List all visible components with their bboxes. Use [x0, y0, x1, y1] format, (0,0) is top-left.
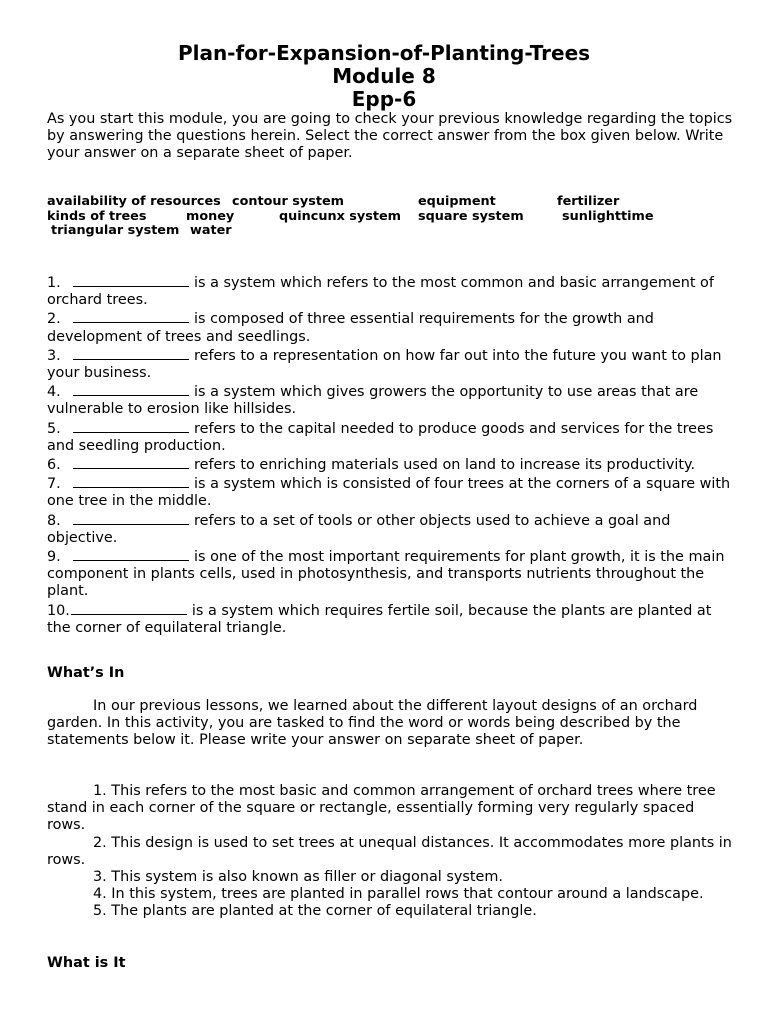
choice-item: square system [418, 208, 524, 224]
title-module: Module 8 [332, 64, 436, 88]
question-text: is a system which is consisted of four trees at the corners of a square with one tree in the middle. [47, 476, 731, 510]
question-item [47, 474, 737, 510]
answer-blank [73, 309, 189, 323]
answer-blank [71, 601, 187, 615]
choice-item: sunlighttime [562, 208, 654, 224]
answer-blank [73, 273, 189, 287]
question-number: 9. [47, 549, 61, 566]
title-block [0, 42, 768, 111]
question-number: 1. [47, 275, 61, 291]
question-text: is a system which requires fertile soil, because the plants are planted at the corner of equilateral triangle. [47, 602, 712, 636]
question-item [47, 382, 737, 418]
whats-in-paragraph: In our previous lessons, we learned about the different layout designs of an orchard garden. In this activity, you are tasked to find the word or words being described by the statements below it. Please write your answer on separate sheet of paper. [47, 698, 698, 749]
choice-item: availability of resources [47, 194, 221, 209]
question-text: refers to the capital needed to produce goods and services for the trees and seedling production. [47, 420, 714, 454]
question-text: refers to a set of tools or other objects used to achieve a goal and objective. [47, 512, 671, 546]
question-item [47, 273, 737, 309]
answer-blank [73, 547, 189, 561]
choice-item: money [186, 208, 235, 224]
choice-item: kinds of trees [47, 208, 147, 224]
question-number: 4. [47, 384, 61, 401]
question-text: refers to enriching materials used on land to increase its productivity. [194, 457, 696, 474]
question-list [47, 273, 737, 637]
answer-blank [73, 455, 189, 469]
question-number: 5. [47, 420, 61, 437]
whats-in-items [47, 783, 737, 921]
question-number: 7. [47, 476, 61, 493]
choice-item: water [190, 223, 232, 238]
question-number: 8. [47, 512, 61, 529]
choice-item: equipment [418, 194, 496, 209]
answer-blank [73, 419, 189, 433]
intro-paragraph: As you start this module, you are going to check your previous knowledge regarding the topics by answering the questions herein. Select the correct answer from the box given below. Write your answer on a separate sheet of paper. [47, 111, 733, 162]
question-item [47, 601, 737, 637]
question-item [47, 511, 737, 547]
choice-item: fertilizer [557, 194, 620, 209]
choice-item: contour system [232, 194, 344, 209]
question-item [47, 547, 737, 601]
whats-in-heading: What’s In [47, 665, 125, 681]
question-item [47, 455, 737, 474]
answer-blank [73, 382, 189, 396]
answer-blank [73, 474, 189, 488]
question-item [47, 309, 737, 345]
list-item: 3. This system is also known as filler or diagonal system. [93, 869, 503, 886]
choice-item: triangular system [51, 223, 180, 238]
question-item [47, 419, 737, 455]
what-is-it-heading: What is It [47, 955, 126, 971]
question-number: 6. [47, 457, 61, 474]
title-subject: Epp-6 [351, 87, 417, 111]
list-item: 5. The plants are planted at the corner of equilateral triangle. [93, 903, 537, 920]
question-text: is a system which refers to the most common and basic arrangement of orchard trees. [47, 275, 714, 309]
question-text: is composed of three essential requirements for the growth and development of trees and seedlings. [47, 311, 654, 345]
choice-item: quincunx system [279, 208, 401, 224]
list-item: 2. This design is used to set trees at unequal distances. It accommodates more plants in rows. [47, 834, 732, 868]
question-text: refers to a representation on how far out into the future you want to plan your business. [47, 347, 722, 382]
question-number: 3. [47, 347, 61, 364]
answer-blank [73, 346, 189, 360]
question-item [47, 346, 737, 382]
question-text: is a system which gives growers the opportunity to use areas that are vulnerable to erosion like hillsides. [47, 384, 699, 418]
list-item: 1. This refers to the most basic and common arrangement of orchard trees where tree stand in each corner of the square or rectangle, essentially forming very regularly spaced rows. [47, 783, 716, 834]
question-number: 2. [47, 311, 61, 328]
title-main: Plan-for-Expansion-of-Planting-Trees [177, 41, 591, 65]
answer-blank [73, 511, 189, 525]
list-item: 4. In this system, trees are planted in parallel rows that contour around a landscape. [93, 886, 704, 903]
question-text: is one of the most important requirements for plant growth, it is the main component in plants cells, used in photosynthesis, and transports nutrients throughout the plant. [47, 549, 725, 600]
question-number: 10. [47, 602, 70, 619]
